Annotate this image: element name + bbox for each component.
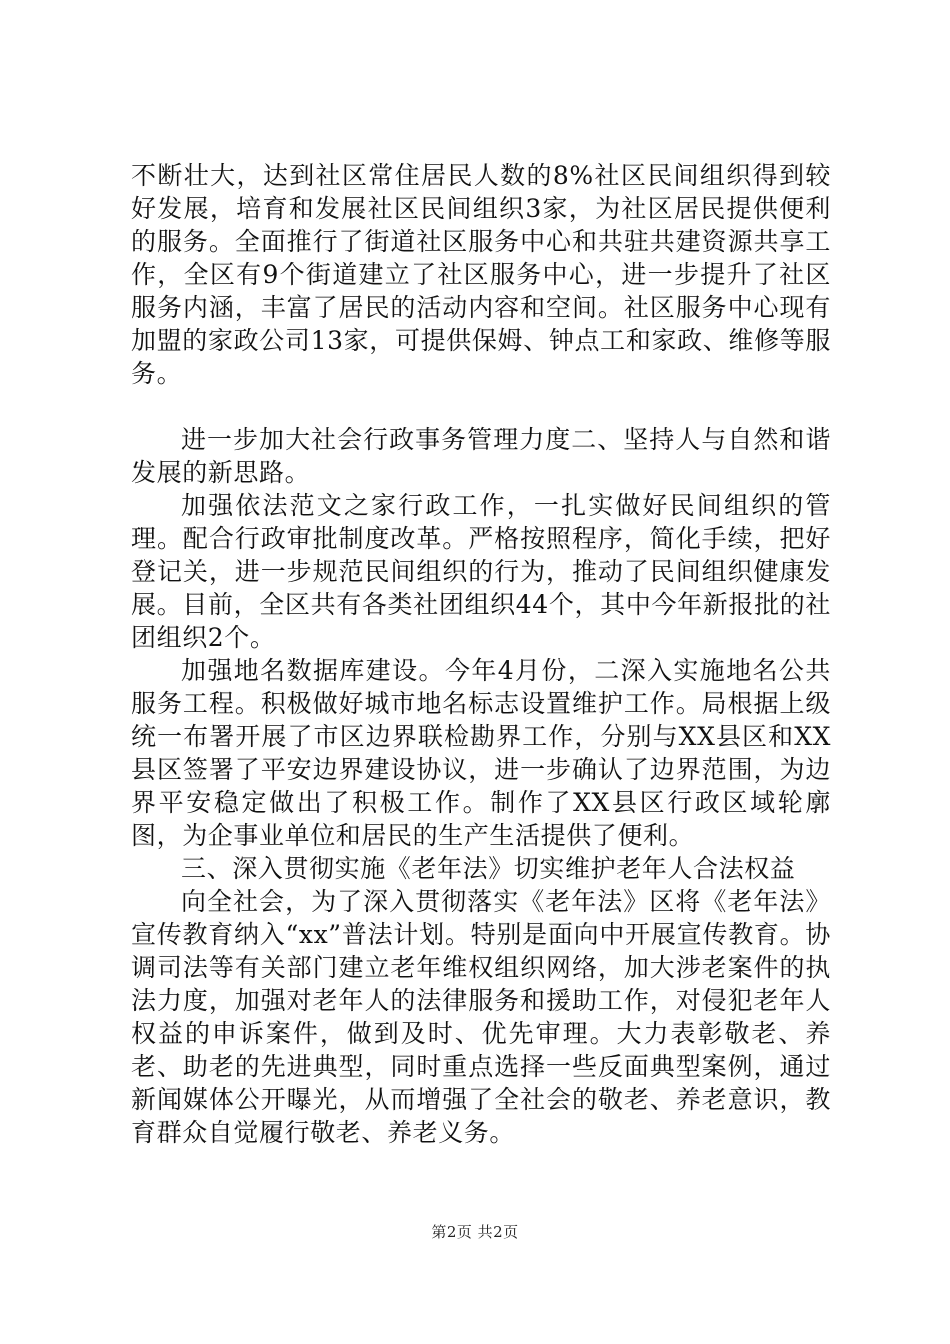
paragraph-civil-organization-management: 加强依法范文之家行政工作，一扎实做好民间组织的管理。配合行政审批制度改革。严格按照程序，简化手续，把好登记关，进一步规范民间组织的行为，推动了民间组织健康发展。目前，全区共有各类社团组织44个，其中今年新报批的社团组织2个。: [131, 491, 831, 652]
paragraph-section-two-heading: 进一步加大社会行政事务管理力度二、坚持人与自然和谐发展的新思路。: [131, 425, 831, 487]
paragraph-elderly-law: 向全社会，为了深入贯彻落实《老年法》区将《老年法》宣传教育纳入“xx”普法计划。特别是面向中开展宣传教育。协调司法等有关部门建立老年维权组织网络，加大涉老案件的执法力度，加强对老年人的法律服务和援助工作，对侵犯老年人权益的申诉案件，做到及时、优先审理。大力表彰敬老、养老、助老的先进典型，同时重点选择一些反面典型案例，通过新闻媒体公开曝光，从而增强了全社会的敬老、养老意识，教育群众自觉履行敬老、养老义务。: [131, 887, 831, 1147]
document-body: [131, 159, 831, 1149]
section-three-heading: 三、深入贯彻实施《老年法》切实维护老年人合法权益: [181, 854, 796, 883]
paragraph-gap: [131, 390, 831, 423]
paragraph-community-services: 不断壮大，达到社区常住居民人数的8%社区民间组织得到较好发展，培育和发展社区民间组织3家，为社区居民提供便利的服务。全面推行了街道社区服务中心和共驻共建资源共享工作，全区有9个街道建立了社区服务中心，进一步提升了社区服务内涵，丰富了居民的活动内容和空间。社区服务中心现有加盟的家政公司13家，可提供保姆、钟点工和家政、维修等服务。: [131, 161, 831, 388]
paragraph-place-name-database: 加强地名数据库建设。今年4月份，二深入实施地名公共服务工程。积极做好城市地名标志设置维护工作。局根据上级统一布署开展了市区边界联检勘界工作，分别与XX县区和XX县区签署了平安边界建设协议，进一步确认了边界范围，为边界平安稳定做出了积极工作。制作了XX县区行政区域轮廓图，为企事业单位和居民的生产生活提供了便利。: [131, 656, 831, 850]
page-footer: 第2页 共2页: [431, 1223, 519, 1241]
